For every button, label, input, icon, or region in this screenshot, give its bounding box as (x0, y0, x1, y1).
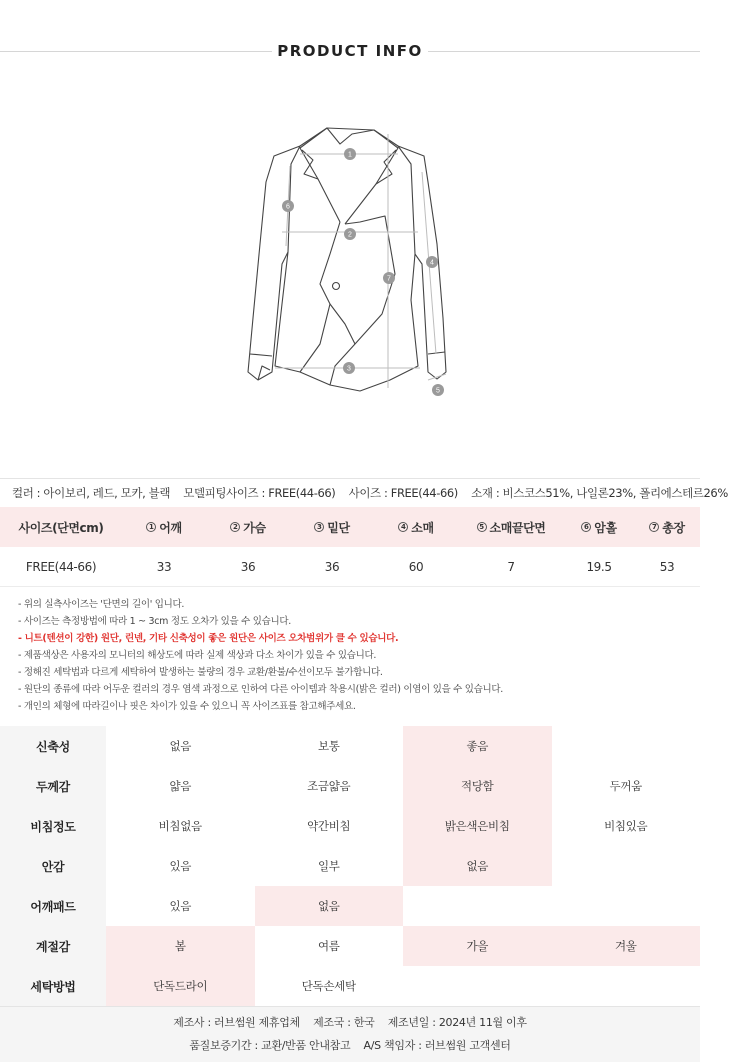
spec-model-size: 모델피팅사이즈 : FREE(44-66) (183, 486, 336, 500)
marker-3 (343, 362, 355, 374)
attr-option: 없음 (169, 739, 192, 753)
marker-1 (344, 148, 356, 160)
size-cell: 53 (659, 559, 675, 574)
attr-option: 비침없음 (158, 819, 202, 833)
size-cell: 36 (324, 559, 340, 574)
size-cell: 36 (240, 559, 256, 574)
attr-option: 약간비침 (307, 819, 351, 833)
attr-option-selected: 없음 (255, 886, 404, 926)
marker-4 (426, 256, 438, 268)
attr-option-selected: 좋음 (403, 726, 552, 766)
spec-color: 컬러 : 아이보리, 레드, 모카, 블랙 (12, 486, 171, 500)
note-item-warning: - 니트(텐션이 강한) 원단, 린넨, 기타 신축성이 좋은 원단은 사이즈 오차범위가 클 수 있습니다. (18, 633, 399, 644)
attr-label: 세탁방법 (0, 966, 106, 1006)
attr-row-shoulder-pad (0, 886, 700, 926)
attr-label: 비침정도 (0, 806, 106, 846)
note-item: - 원단의 종류에 따라 어두운 컬러의 경우 염색 과정으로 인하여 다른 아이템과 착용시(밝은 컬러) 이염이 있을 수 있습니다. (18, 684, 503, 695)
header-cell: 2 가슴 (206, 507, 290, 547)
size-cell: 7 (507, 559, 515, 574)
attr-option (403, 886, 552, 926)
jacket-measurement-diagram (0, 104, 700, 478)
product-info-header (0, 0, 700, 104)
attr-label: 신축성 (0, 726, 106, 766)
svg-text:6: 6 (286, 203, 290, 211)
size-table-header (0, 507, 700, 547)
attr-option: 비침있음 (604, 819, 648, 833)
note-item: - 정해진 세탁법과 다르게 세탁하여 발생하는 불량의 경우 교환/환불/수선이모두 불가합니다. (18, 667, 383, 678)
footer-country: 제조국 : 한국 (313, 1016, 375, 1029)
attr-option-selected: 가을 (403, 926, 552, 966)
attr-option: 단독손세탁 (301, 979, 356, 993)
section-title: PRODUCT INFO (277, 42, 423, 60)
footer-maker: 제조사 : 러브썸원 제휴업체 (173, 1016, 300, 1029)
spec-size: 사이즈 : FREE(44-66) (348, 486, 458, 500)
attr-label: 두께감 (0, 766, 106, 806)
attr-option: 두꺼움 (609, 779, 642, 793)
header-cell: 4 소매 (374, 507, 458, 547)
attr-option: 있음 (169, 899, 192, 913)
footer-as: A/S 책임자 : 러브썸원 고객센터 (363, 1039, 511, 1052)
attr-option-selected: 적당함 (403, 766, 552, 806)
size-cell: 60 (408, 559, 424, 574)
spec-line (0, 478, 728, 506)
marker-6 (282, 200, 294, 212)
attr-option (552, 846, 701, 886)
svg-text:1: 1 (348, 151, 352, 159)
footer-warranty: 품질보증기간 : 교환/반품 안내참고 (189, 1039, 351, 1052)
header-cell: 6 암홀 (564, 507, 634, 547)
attr-option: 보통 (317, 739, 340, 753)
attr-label: 계절감 (0, 926, 106, 966)
attr-option: 있음 (169, 859, 192, 873)
size-cell: FREE(44-66) (25, 559, 97, 574)
header-cell: 1 어깨 (122, 507, 206, 547)
footer-line-1 (0, 1011, 700, 1034)
header-cell: 사이즈(단면cm) (18, 520, 104, 535)
note-item: - 사이즈는 측정방법에 따라 1 ~ 3cm 정도 오차가 있을 수 있습니다. (18, 616, 291, 627)
size-table-row (0, 547, 700, 587)
footer-date: 제조년일 : 2024년 11월 이후 (387, 1016, 527, 1029)
fabric-attributes-table (0, 726, 700, 1006)
attr-option-selected: 밝은색은비침 (403, 806, 552, 846)
button-icon (333, 283, 340, 290)
attr-option: 조금얇음 (307, 779, 351, 793)
attr-option-selected: 봄 (106, 926, 255, 966)
note-item: - 개인의 체형에 따라길이나 핏은 차이가 있을 수 있으니 꼭 사이즈표를 참고해주세요. (18, 701, 356, 712)
svg-text:2: 2 (348, 231, 352, 239)
jacket-sketch (0, 104, 700, 478)
attr-option: 얇음 (169, 779, 192, 793)
size-cell: 33 (156, 559, 172, 574)
attr-row-washing (0, 966, 700, 1006)
attr-row-season (0, 926, 700, 966)
marker-5 (432, 384, 444, 396)
attr-label: 안감 (0, 846, 106, 886)
attr-option-selected: 단독드라이 (106, 966, 255, 1006)
header-cell: 3 밑단 (290, 507, 374, 547)
marker-7 (383, 272, 395, 284)
attr-row-lining (0, 846, 700, 886)
attr-option (403, 966, 552, 1006)
svg-text:4: 4 (430, 259, 434, 267)
attr-option-selected: 겨울 (552, 926, 701, 966)
attr-option: 일부 (317, 859, 340, 873)
attr-row-stretch (0, 726, 700, 766)
header-cell: 7 총장 (634, 507, 700, 547)
svg-text:7: 7 (387, 275, 391, 283)
note-item: - 제품색상은 사용자의 모니터의 해상도에 따라 실제 색상과 다소 차이가 있을 수 있습니다. (18, 650, 377, 661)
size-table (0, 507, 700, 587)
divider-right (428, 51, 700, 52)
attr-option-selected: 없음 (403, 846, 552, 886)
note-item: - 위의 실측사이즈는 '단면의 길이' 입니다. (18, 599, 185, 610)
attr-label: 어깨패드 (0, 886, 106, 926)
svg-text:3: 3 (347, 365, 351, 373)
manufacturer-info (0, 1006, 700, 1062)
attr-option (552, 886, 701, 926)
attr-option: 여름 (317, 939, 340, 953)
marker-2 (344, 228, 356, 240)
attr-option (552, 966, 701, 1006)
footer-line-2 (0, 1034, 700, 1057)
header-cell: 5 소매끝단면 (458, 507, 564, 547)
size-cell: 19.5 (586, 559, 612, 574)
attr-option (552, 726, 701, 766)
spec-material: 소재 : 비스코스51%, 나일론23%, 폴리에스테르26% (471, 486, 728, 500)
attr-row-sheerness (0, 806, 700, 846)
attr-row-thickness (0, 766, 700, 806)
size-notes (18, 596, 688, 715)
svg-text:5: 5 (436, 387, 440, 395)
